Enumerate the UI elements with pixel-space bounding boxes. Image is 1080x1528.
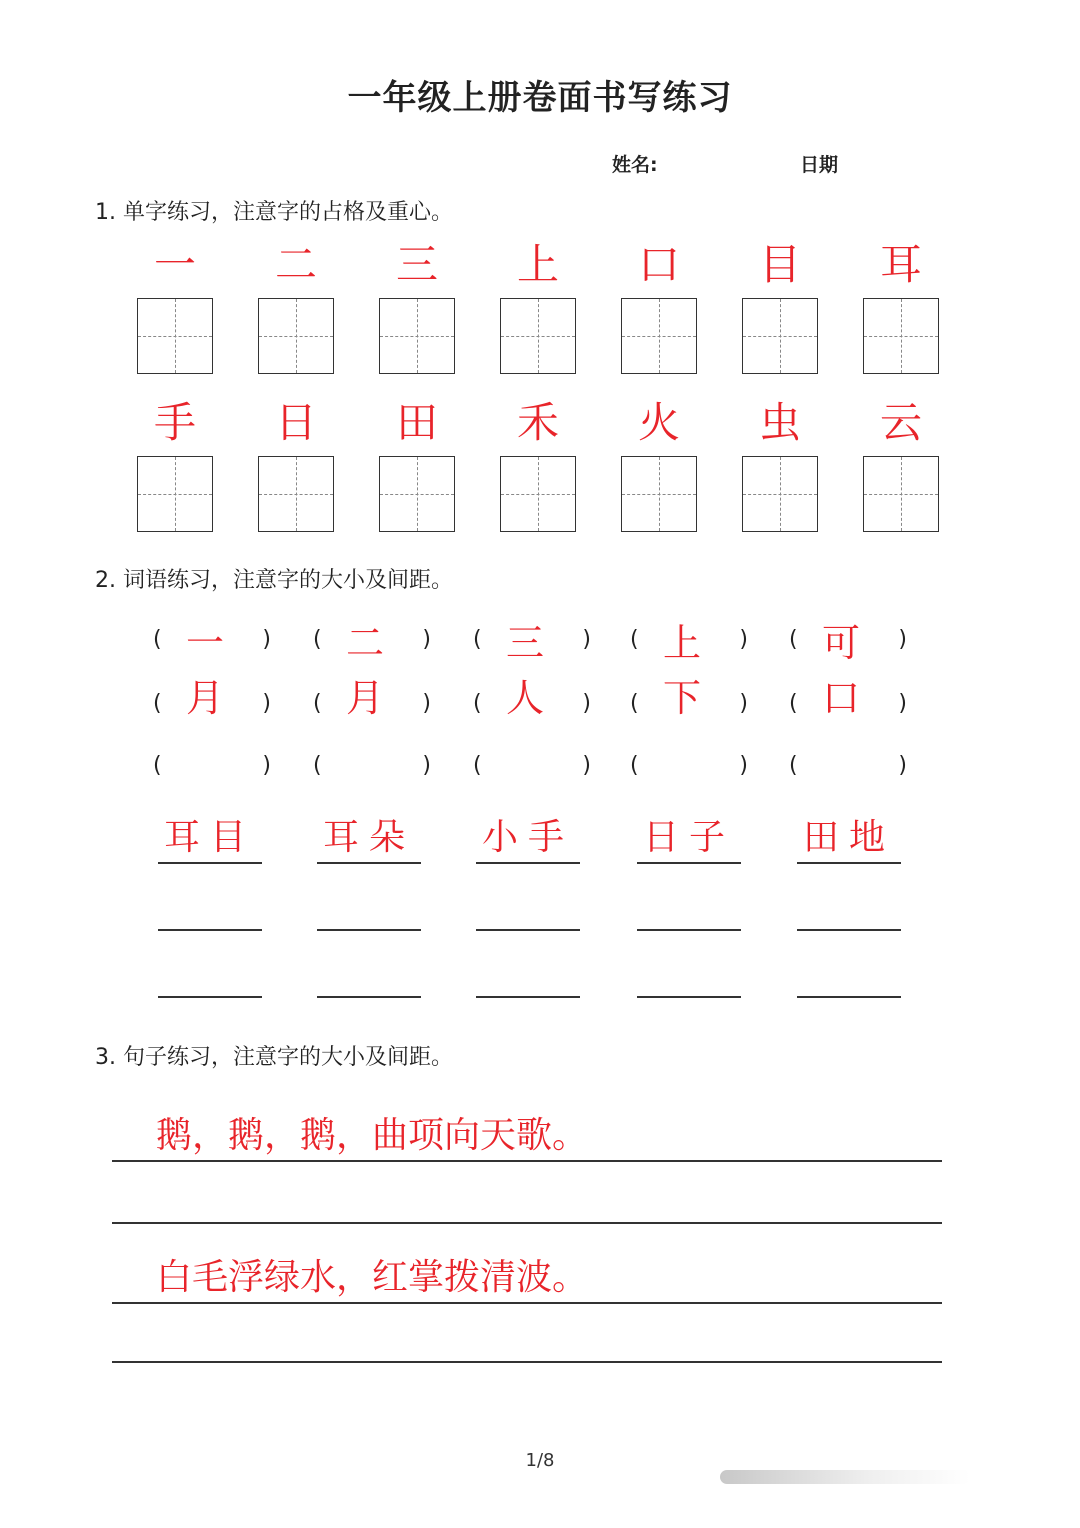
blank-line[interactable]: [797, 996, 901, 998]
paren-box-empty[interactable]: [313, 680, 431, 728]
paren-open: (: [789, 627, 798, 652]
writing-cell[interactable]: [621, 298, 697, 374]
paren-box-empty[interactable]: [473, 680, 591, 728]
sentence-line: [112, 1115, 942, 1162]
word-line: [158, 817, 262, 864]
paren-close: ): [422, 627, 431, 652]
paren-close: ): [739, 753, 748, 778]
model-word: 小手: [481, 817, 574, 858]
paren-open: (: [153, 691, 162, 716]
page-number: 1/8: [525, 1450, 555, 1471]
paren-box: [473, 616, 591, 720]
blank-sentence-line[interactable]: [112, 1361, 942, 1363]
paren-close: ): [739, 691, 748, 716]
model-char: 上: [516, 240, 559, 289]
model-word: 三人: [505, 621, 558, 720]
writing-cell[interactable]: [137, 456, 213, 532]
section-2-heading: 2. 词语练习，注意字的大小及间距。: [95, 568, 453, 593]
model-word: 日子: [642, 817, 735, 858]
model-char: 二: [274, 240, 317, 289]
horizontal-scrollbar[interactable]: [720, 1470, 970, 1484]
writing-cell[interactable]: [379, 298, 455, 374]
blank-sentence-line[interactable]: [112, 1222, 942, 1224]
model-word: 耳目: [163, 817, 256, 858]
model-char: 田: [395, 398, 438, 447]
paren-open: (: [789, 691, 798, 716]
writing-cell[interactable]: [742, 298, 818, 374]
page-title: 一年级上册卷面书写练习: [347, 78, 733, 118]
model-word: 上下: [662, 621, 715, 720]
blank-line[interactable]: [158, 996, 262, 998]
char-row-2: [0, 390, 1080, 450]
model-char: 日: [274, 398, 317, 447]
sentence-line: [112, 1257, 942, 1304]
paren-close: ): [582, 753, 591, 778]
paren-close: ): [739, 627, 748, 652]
paren-open: (: [313, 627, 322, 652]
paren-box: [789, 616, 907, 720]
writing-cell[interactable]: [500, 298, 576, 374]
model-char: 三: [395, 240, 438, 289]
model-word: 一月: [185, 621, 238, 720]
paren-box: [630, 616, 748, 720]
writing-cell[interactable]: [258, 456, 334, 532]
model-char: 一: [153, 240, 196, 289]
writing-cell[interactable]: [863, 298, 939, 374]
word-line: [797, 817, 901, 864]
paren-box-empty[interactable]: [153, 680, 271, 728]
paren-close: ): [262, 691, 271, 716]
writing-cell[interactable]: [137, 298, 213, 374]
name-label: 姓名:: [612, 154, 658, 176]
paren-open: (: [473, 753, 482, 778]
writing-cell[interactable]: [863, 456, 939, 532]
word-line: [476, 817, 580, 864]
model-char: 云: [879, 398, 922, 447]
paren-close: ): [898, 691, 907, 716]
model-char: 口: [637, 240, 680, 289]
grid-row-2: [0, 456, 1080, 534]
paren-open: (: [473, 691, 482, 716]
writing-cell[interactable]: [621, 456, 697, 532]
blank-line[interactable]: [637, 996, 741, 998]
paren-open: (: [630, 691, 639, 716]
paren-open: (: [473, 627, 482, 652]
blank-line[interactable]: [476, 929, 580, 931]
paren-close: ): [898, 753, 907, 778]
paren-open: (: [313, 691, 322, 716]
model-char: 火: [637, 398, 680, 447]
model-char: 手: [153, 398, 196, 447]
section-1-heading: 1. 单字练习，注意字的占格及重心。: [95, 200, 453, 225]
model-char: 虫: [758, 398, 801, 447]
paren-close: ): [582, 691, 591, 716]
paren-box-empty[interactable]: [630, 680, 748, 728]
grid-row-1: [0, 298, 1080, 376]
paren-box-empty[interactable]: [153, 742, 271, 790]
blank-line[interactable]: [637, 929, 741, 931]
model-char: 禾: [516, 398, 559, 447]
paren-box: [313, 616, 431, 720]
paren-box: [153, 616, 271, 720]
paren-close: ): [262, 753, 271, 778]
word-line: [637, 817, 741, 864]
paren-close: ): [582, 627, 591, 652]
blank-line[interactable]: [158, 929, 262, 931]
model-word: 耳朵: [322, 817, 415, 858]
writing-cell[interactable]: [379, 456, 455, 532]
paren-box-empty[interactable]: [473, 742, 591, 790]
writing-cell[interactable]: [742, 456, 818, 532]
model-sentence: 白毛浮绿水，红掌拨清波。: [156, 1257, 589, 1298]
char-row-1: [0, 232, 1080, 292]
word-line: [317, 817, 421, 864]
model-char: 耳: [879, 240, 922, 289]
paren-open: (: [153, 753, 162, 778]
paren-box-empty[interactable]: [789, 742, 907, 790]
model-word: 可口: [821, 621, 874, 720]
model-char: 目: [758, 240, 801, 289]
blank-line[interactable]: [797, 929, 901, 931]
paren-close: ): [898, 627, 907, 652]
blank-line[interactable]: [317, 929, 421, 931]
paren-box-empty[interactable]: [630, 742, 748, 790]
model-word: 田地: [802, 817, 895, 858]
paren-open: (: [630, 627, 639, 652]
blank-line[interactable]: [476, 996, 580, 998]
paren-open: (: [630, 753, 639, 778]
paren-open: (: [153, 627, 162, 652]
writing-cell[interactable]: [500, 456, 576, 532]
paren-open: (: [313, 753, 322, 778]
writing-cell[interactable]: [258, 298, 334, 374]
paren-close: ): [422, 691, 431, 716]
section-3-heading: 3. 句子练习，注意字的大小及间距。: [95, 1045, 453, 1070]
model-word: 二月: [345, 621, 398, 720]
paren-close: ): [422, 753, 431, 778]
paren-box-empty[interactable]: [313, 742, 431, 790]
model-sentence: 鹅，鹅，鹅，曲项向天歌。: [156, 1115, 589, 1156]
date-label: 日期: [800, 154, 839, 176]
paren-close: ): [262, 627, 271, 652]
paren-box-empty[interactable]: [789, 680, 907, 728]
blank-line[interactable]: [317, 996, 421, 998]
paren-open: (: [789, 753, 798, 778]
